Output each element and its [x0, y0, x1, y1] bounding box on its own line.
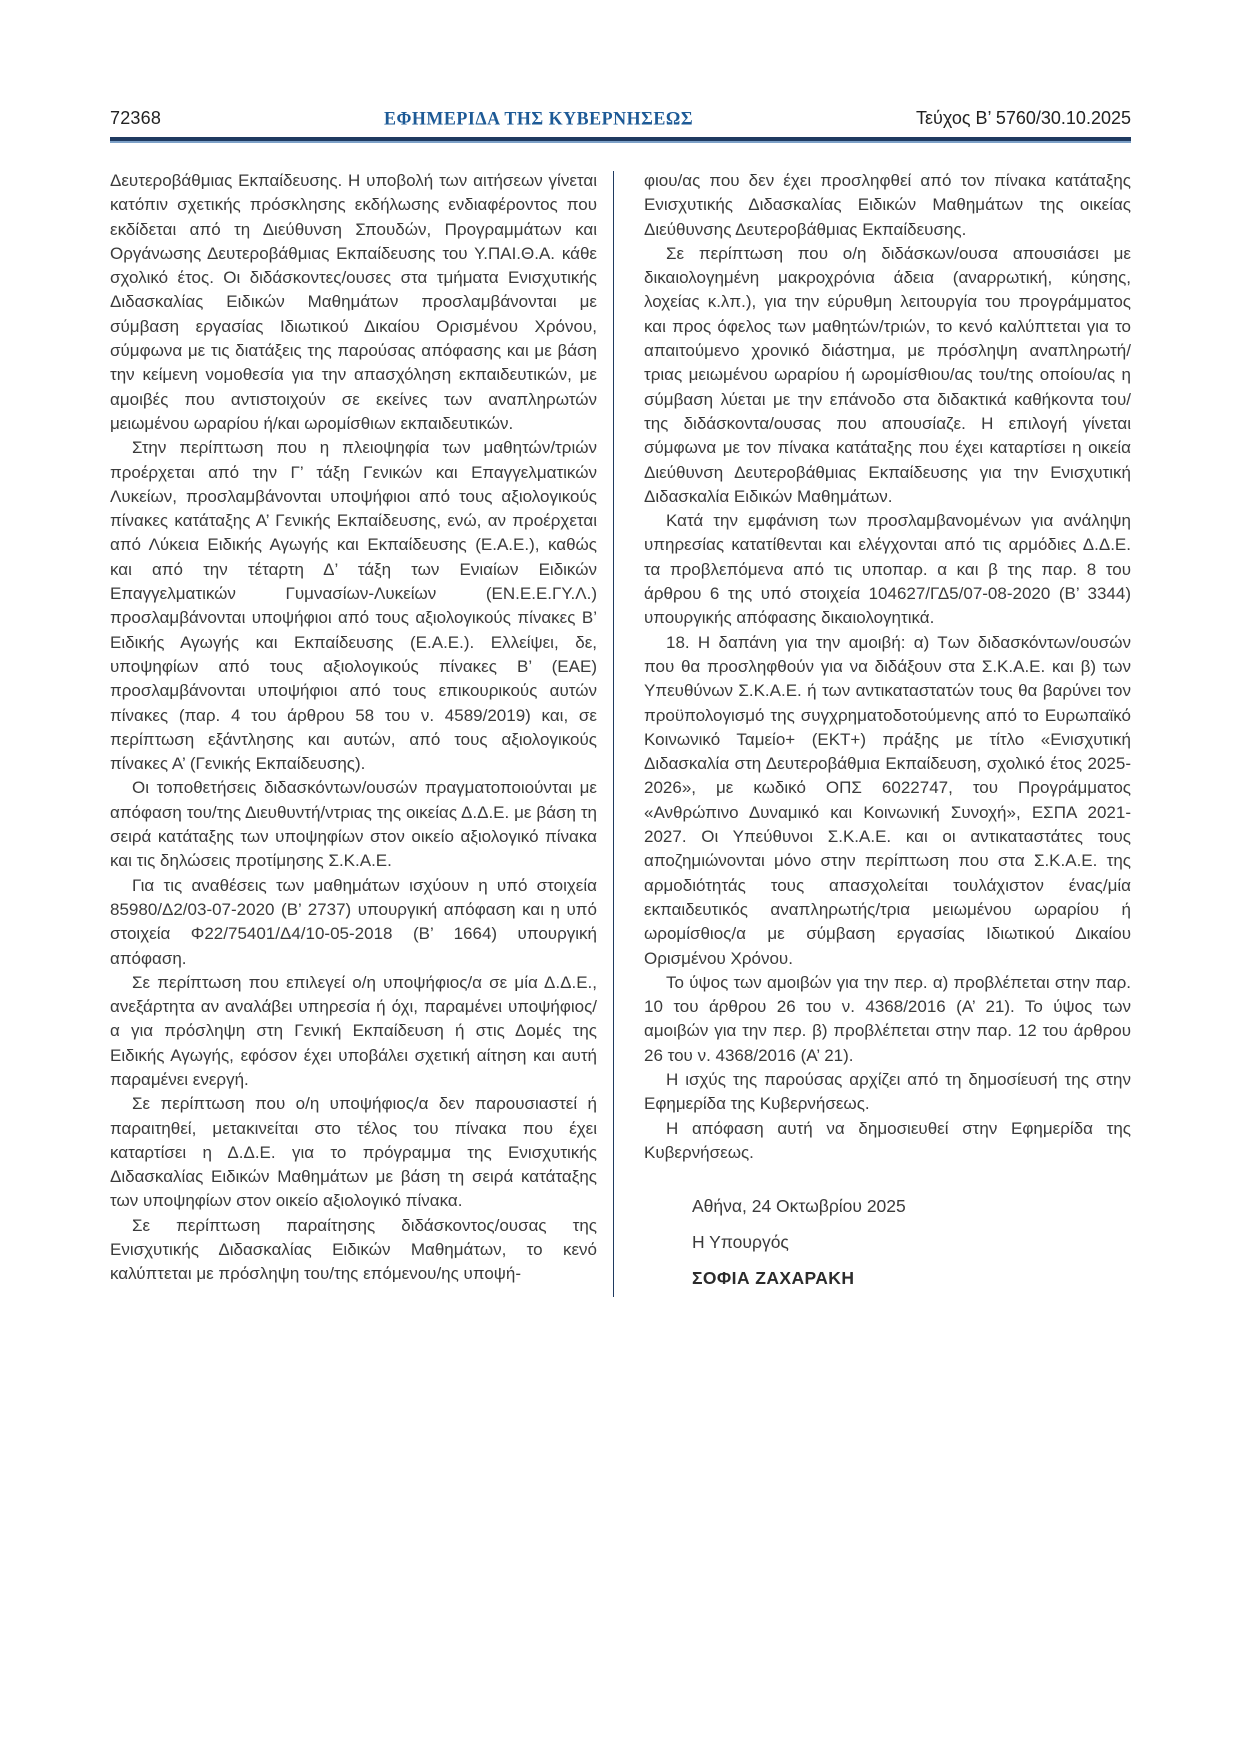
paragraph: φιου/ας που δεν έχει προσληφθεί από τον πίνακα κατάταξης Ενισχυτικής Διδασκαλίας Ειδικών Μαθημάτων της οικείας Διεύθυνσης Δευτεροβάθμιας Εκπαίδευσης.: [644, 171, 1131, 239]
header-rule: [110, 137, 1131, 143]
paragraph: Σε περίπτωση που ο/η υποψήφιος/α δεν παρουσιαστεί ή παραιτηθεί, μετακινείται στο τέλος του πίνακα που έχει καταρτίσει η Δ.Δ.Ε. για το πρόγραμμα της Ενισχυτικής Διδασκαλίας Ειδικών Μαθημάτων με βάση τη σειρά κατάταξης των υποψηφίων στον οικείο αξιολογικό πίνακα.: [110, 1094, 597, 1211]
paragraph: Δευτεροβάθμιας Εκπαίδευσης. Η υποβολή των αιτήσεων γίνεται κατόπιν σχετικής πρόσκλησης εκδήλωσης ενδιαφέροντος που εκδίδεται από τη Διεύθυνση Σπουδών, Προγραμμάτων και Οργάνωσης Δευτεροβάθμιας Εκπαίδευσης του Υ.ΠΑΙ.Θ.Α. κάθε σχολικό έτος. Οι διδάσκοντες/ουσες στα τμήματα Ενισχυτικής Διδασκαλίας Ειδικών Μαθημάτων προσλαμβάνονται με σύμβαση εργασίας Ιδιωτικού Δικαίου Ορισμένου Χρόνου, σύμφωνα με τις διατάξεις της παρούσας απόφασης και με βάση την κείμενη νομοθεσία για την απασχόληση εκπαιδευτικών, με αμοιβές που αντιστοιχούν σε εκείνες των αναπληρωτών μειωμένου ωραρίου ή/και ωρομίσθιων εκπαιδευτικών.: [110, 171, 597, 433]
paragraph: Για τις αναθέσεις των μαθημάτων ισχύουν η υπό στοιχεία 85980/Δ2/03-07-2020 (Β’ 2737) υπουργική απόφαση και η υπό στοιχεία Φ22/75401/Δ4/10-05-2018 (Β’ 1664) υπουργική απόφαση.: [110, 875, 597, 968]
paragraph: Στην περίπτωση που η πλειοψηφία των μαθητών/τριών προέρχεται από την Γ’ τάξη Γενικών και Επαγγελματικών Λυκείων, προσλαμβάνονται υποψήφιοι από τους αξιολογικούς πίνακες κατάταξης Α’ Γενικής Εκπαίδευσης, ενώ, αν προέρχεται από Λύκεια Ειδικής Αγωγής και Εκπαίδευσης (Ε.Α.Ε.), καθώς και από την τέταρτη Δ’ τάξη των Ενιαίων Ειδικών Επαγγελματικών Γυμνασίων-Λυκείων (ΕΝ.Ε.Ε.ΓΥ.Λ.) προσλαμβάνονται υποψήφιοι από τους αξιολογικούς πίνακες Β’ Ειδικής Αγωγής και Εκπαίδευσης (Ε.Α.Ε.). Ελλείψει, δε, υποψηφίων από τους αξιολογικούς πίνακες Β’ (ΕΑΕ) προσλαμβάνονται υποψήφιοι από τους επικουρικούς αυτών πίνακες (παρ. 4 του άρθρου 58 του ν. 4589/2019) και, σε περίπτωση εξάντλησης και αυτών, από τους αξιολογικούς πίνακες Α’ (Γενικής Εκπαίδευσης).: [110, 438, 597, 774]
right-column: [644, 169, 1131, 1303]
paragraph: Οι τοποθετήσεις διδασκόντων/ουσών πραγματοποιούνται με απόφαση του/της Διευθυντή/ντριας της οικείας Δ.Δ.Ε. με βάση τη σειρά κατάταξης των υποψηφίων στον οικείο αξιολογικό πίνακα και τις δηλώσεις προτίμησης Σ.Κ.Α.Ε.: [110, 778, 597, 871]
paragraph: 18. Η δαπάνη για την αμοιβή: α) Των διδασκόντων/ουσών που θα προσληφθούν για να διδάξουν στα Σ.Κ.Α.Ε. και β) των Υπευθύνων Σ.Κ.Α.Ε. ή των αντικαταστατών τους θα βαρύνει τον προϋπολογισμό της συγχρηματοδοτούμενης από το Ευρωπαϊκό Κοινωνικό Ταμείο+ (ΕΚΤ+) πράξης με τίτλο «Ενισχυτική Διδασκαλία στη Δευτεροβάθμια Εκπαίδευση, σχολικό έτος 2025-2026», με κωδικό ΟΠΣ 6022747, του Προγράμματος «Ανθρώπινο Δυναμικό και Κοινωνική Συνοχή», ΕΣΠΑ 2021-2027. Οι Υπεύθυνοι Σ.Κ.Α.Ε. και οι αντικαταστάτες τους αποζημιώνονται μόνο στην περίπτωση που στα Σ.Κ.Α.Ε. της αρμοδιότητάς τους απασχολείται τουλάχιστον ένας/μία εκπαιδευτικός αναπληρωτής/τρια μειωμένου ωραρίου ή ωρομίσθιος/α με σύμβαση εργασίας Ιδιωτικού Δικαίου Ορισμένου Χρόνου.: [644, 632, 1131, 968]
paragraph: Η απόφαση αυτή να δημοσιευθεί στην Εφημερίδα της Κυβερνήσεως.: [644, 1118, 1131, 1162]
paragraph: Το ύψος των αμοιβών για την περ. α) προβλέπεται στην παρ. 10 του άρθρου 26 του ν. 4368/2016 (Α’ 21). Το ύψος των αμοιβών για την περ. β) προβλέπεται στην παρ. 12 του άρθρου 26 του ν. 4368/2016 (Α’ 21).: [644, 972, 1131, 1065]
signature-role: Η Υπουργός: [692, 1232, 789, 1253]
paragraph: Η ισχύς της παρούσας αρχίζει από τη δημοσίευσή της στην Εφημερίδα της Κυβερνήσεως.: [644, 1069, 1131, 1114]
signature-name: ΣΟΦΙΑ ΖΑΧΑΡΑΚΗ: [692, 1268, 855, 1289]
gazette-page: [110, 0, 1131, 1303]
page-header: [110, 0, 1131, 129]
signature-block: [692, 1195, 1131, 1290]
right-column-paragraphs: [644, 169, 1131, 1165]
issue-info: Τεύχος Β’ 5760/30.10.2025: [915, 108, 1131, 128]
paragraph: Κατά την εμφάνιση των προσλαμβανομένων για ανάληψη υπηρεσίας κατατίθενται και ελέγχονται από τις αρμόδιες Δ.Δ.Ε. τα προβλεπόμενα από τις υποπαρ. α και β της παρ. 8 του άρθρου 6 της υπό στοιχεία 104627/ΓΔ5/07-08-2020 (Β’ 3344) υπουργικής απόφασης δικαιολογητικά.: [644, 511, 1131, 628]
gazette-title: ΕΦΗΜΕΡΙΔΑ ΤΗΣ ΚΥΒΕΡΝΗΣΕΩΣ: [383, 107, 694, 129]
page-number: 72368: [110, 108, 162, 128]
column-divider: [613, 171, 614, 1297]
left-column: [110, 169, 597, 1303]
signature-place-date: Αθήνα, 24 Οκτωβρίου 2025: [692, 1196, 906, 1217]
document-body: [110, 169, 1131, 1303]
paragraph: Σε περίπτωση που ο/η διδάσκων/ουσα απουσιάσει με δικαιολογημένη μακροχρόνια άδεια (αναρρωτική, κύησης, λοχείας κ.λπ.), για την εύρυθμη λειτουργία του προγράμματος και προς όφελος των μαθητών/τριών, το κενό καλύπτεται για το απαιτούμενο χρονικό διάστημα, με πρόσληψη αναπληρωτή/τριας μειωμένου ωραρίου ή ωρομίσθιου/ας του/της οποίου/ας η σύμβαση λύεται με την επάνοδο στα διδακτικά καθήκοντα του/της διδάσκοντα/ουσας που απουσίαζε. Η επιλογή γίνεται σύμφωνα με τον πίνακα κατάταξης που έχει καταρτίσει η οικεία Διεύθυνση Δευτεροβάθμιας Εκπαίδευσης για την Ενισχυτική Διδασκαλία Ειδικών Μαθημάτων.: [644, 243, 1131, 506]
paragraph: Σε περίπτωση που επιλεγεί ο/η υποψήφιος/α σε μία Δ.Δ.Ε., ανεξάρτητα αν αναλάβει υπηρεσία ή όχι, παραμένει υποψήφιος/α για πρόσληψη στη Γενική Εκπαίδευση ή στις Δομές της Ειδικής Αγωγής, εφόσον έχει υποβάλει σχετική αίτηση και αυτή παραμένει ενεργή.: [110, 972, 597, 1089]
paragraph: Σε περίπτωση παραίτησης διδάσκοντος/ουσας της Ενισχυτικής Διδασκαλίας Ειδικών Μαθημάτων, το κενό καλύπτεται με πρόσληψη του/της επόμενου/ης υποψή-: [110, 1215, 597, 1284]
